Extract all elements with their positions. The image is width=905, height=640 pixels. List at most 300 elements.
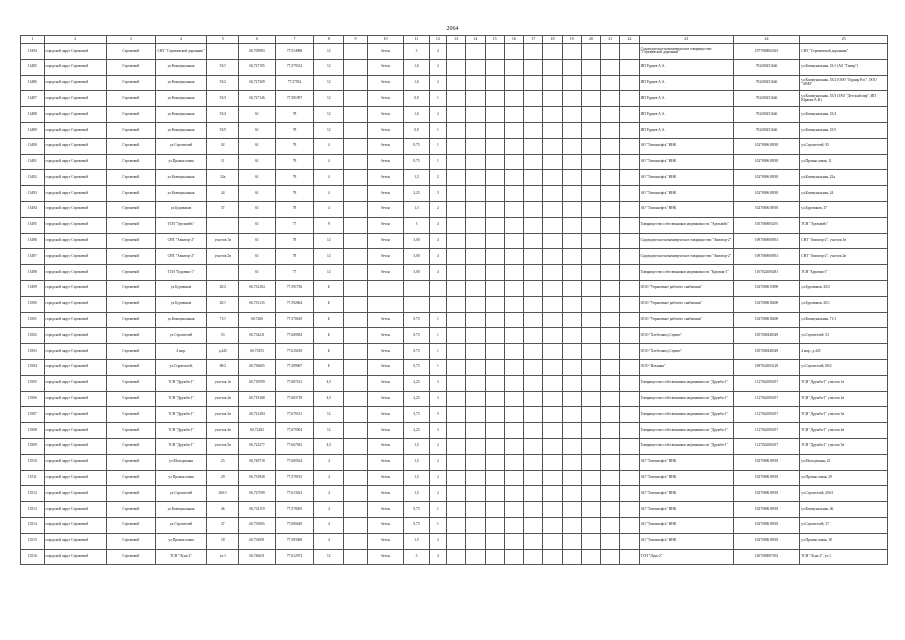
table-row — [21, 280, 888, 296]
ogrn-cell: 1027000618400 — [733, 312, 799, 328]
empty-cell — [466, 312, 485, 328]
owner-cell: ИП Руднев А.А. — [639, 59, 733, 75]
empty-cell — [524, 391, 543, 407]
empty-cell — [543, 154, 562, 170]
empty-cell — [524, 59, 543, 75]
empty-cell — [620, 186, 639, 202]
empty-cell — [620, 470, 639, 486]
empty-cell — [562, 186, 581, 202]
ogrn-cell: 1057000083291 — [733, 217, 799, 233]
house-cell: д.445 — [207, 344, 239, 360]
source-cell: ТСН "Дружба-1" участок 3в — [800, 407, 888, 423]
house-cell: участок 5в — [207, 438, 239, 454]
empty-cell — [524, 296, 543, 312]
empty-cell — [524, 438, 543, 454]
ogrn-cell: 1027000618918 — [733, 170, 799, 186]
coverage-cell: 12 — [314, 44, 344, 60]
empty-cell — [581, 312, 600, 328]
source-cell: ул.Буровиков, 20/2 — [800, 280, 888, 296]
empty-cell — [581, 91, 600, 107]
empty-cell — [562, 486, 581, 502]
empty-cell — [446, 359, 465, 375]
empty-cell — [504, 375, 523, 391]
empty-cell — [485, 407, 504, 423]
house-cell: 37 — [207, 201, 239, 217]
owner-cell: ИП Руднев А.А. — [639, 107, 733, 123]
coverage-cell: 4 — [314, 170, 344, 186]
empty-cell — [485, 59, 504, 75]
latitude-cell: 61 — [239, 107, 275, 123]
house-cell: 11 — [207, 154, 239, 170]
empty-cell — [524, 186, 543, 202]
page-number: 2064 — [446, 26, 459, 32]
street-cell: 4 мкр. — [155, 344, 206, 360]
empty-cell — [504, 186, 523, 202]
municipality-cell: городской округ Стрежевой — [44, 59, 106, 75]
empty-cell — [543, 217, 562, 233]
record-id-cell: 13510 — [21, 454, 45, 470]
column-header: 18 — [543, 36, 562, 44]
empty-cell — [485, 154, 504, 170]
empty-cell — [601, 107, 620, 123]
container-count-cell: 3 — [429, 186, 446, 202]
surface-cell: бетон — [367, 470, 403, 486]
latitude-cell: 60,727309 — [239, 75, 275, 91]
record-id-cell: 13491 — [21, 154, 45, 170]
empty-cell — [581, 296, 600, 312]
container-count-cell: 3 — [429, 391, 446, 407]
empty-cell — [466, 454, 485, 470]
empty-cell — [581, 533, 600, 549]
empty-cell — [543, 91, 562, 107]
empty-cell — [485, 249, 504, 265]
empty-cell — [485, 217, 504, 233]
empty-cell — [524, 75, 543, 91]
empty-cell — [446, 344, 465, 360]
municipality-cell: городской округ Стрежевой — [44, 533, 106, 549]
municipality-cell: городской округ Стрежевой — [44, 154, 106, 170]
empty-cell — [543, 265, 562, 281]
municipality-cell: городской округ Стрежевой — [44, 549, 106, 565]
container-count-cell — [429, 296, 446, 312]
area-cell — [344, 502, 368, 518]
house-cell: 53/5 — [207, 122, 239, 138]
record-id-cell: 13493 — [21, 186, 45, 202]
street-cell: ул.Молодежная — [155, 454, 206, 470]
latitude-cell: 61 — [239, 249, 275, 265]
source-cell: ул.Строителей, 68/2 — [800, 359, 888, 375]
empty-cell — [524, 154, 543, 170]
volume-cell: 3,00 — [404, 249, 430, 265]
container-count-cell: 4 — [429, 44, 446, 60]
latitude-cell: 61 — [239, 186, 275, 202]
empty-cell — [543, 107, 562, 123]
house-cell: 53 — [207, 328, 239, 344]
longitude-cell: 78 — [275, 154, 314, 170]
record-id-cell: 13507 — [21, 407, 45, 423]
empty-cell — [466, 328, 485, 344]
table-row — [21, 407, 888, 423]
empty-cell — [601, 91, 620, 107]
empty-cell — [581, 59, 600, 75]
ogrn-cell: 1027000618918 — [733, 138, 799, 154]
record-id-cell: 13496 — [21, 233, 45, 249]
empty-cell — [485, 391, 504, 407]
area-cell — [344, 265, 368, 281]
owner-cell: АО "Томскнефть" ВНК — [639, 454, 733, 470]
container-count-cell: 4 — [429, 249, 446, 265]
empty-cell — [601, 344, 620, 360]
settlement-cell: Стрежевой — [106, 170, 155, 186]
empty-cell — [485, 533, 504, 549]
empty-cell — [504, 249, 523, 265]
area-cell — [344, 328, 368, 344]
settlement-cell: Стрежевой — [106, 533, 155, 549]
column-header: 22 — [620, 36, 639, 44]
surface-cell: бетон — [367, 438, 403, 454]
empty-cell — [562, 138, 581, 154]
empty-cell — [620, 407, 639, 423]
empty-cell — [543, 280, 562, 296]
owner-cell: АО "Томскнефть" ВНК — [639, 154, 733, 170]
empty-cell — [543, 328, 562, 344]
column-header: 14 — [466, 36, 485, 44]
volume-cell: 0,75 — [404, 138, 430, 154]
empty-cell — [581, 217, 600, 233]
empty-cell — [581, 186, 600, 202]
surface-cell: бетон — [367, 59, 403, 75]
latitude-cell: 60,718168 — [239, 391, 275, 407]
coverage-cell: 12 — [314, 233, 344, 249]
empty-cell — [543, 170, 562, 186]
municipality-cell: городской округ Стрежевой — [44, 217, 106, 233]
empty-cell — [524, 549, 543, 565]
area-cell — [344, 201, 368, 217]
empty-cell — [524, 423, 543, 439]
surface-cell: бетон — [367, 391, 403, 407]
latitude-cell: 60,733928 — [239, 470, 275, 486]
area-cell — [344, 359, 368, 375]
empty-cell — [581, 107, 600, 123]
house-cell: участок 2в — [207, 391, 239, 407]
volume-cell: 0,75 — [404, 328, 430, 344]
empty-cell — [601, 233, 620, 249]
street-cell: СНТ "Стрежевской дорожник" — [155, 44, 206, 60]
record-id-cell: 13506 — [21, 391, 45, 407]
empty-cell — [562, 407, 581, 423]
empty-cell — [543, 201, 562, 217]
area-cell — [344, 438, 368, 454]
surface-cell: бетон — [367, 122, 403, 138]
empty-cell — [524, 280, 543, 296]
empty-cell — [620, 138, 639, 154]
source-cell: ул.Коммунальная, 53/2 (ООО "Бурнар Рос", ООО "АВМ" — [800, 75, 888, 91]
area-cell — [344, 296, 368, 312]
volume-cell: 2,25 — [404, 375, 430, 391]
empty-cell — [562, 265, 581, 281]
ogrn-cell: 1027000618918 — [733, 486, 799, 502]
settlement-cell: Стрежевой — [106, 438, 155, 454]
column-header: 7 — [275, 36, 314, 44]
empty-cell — [446, 186, 465, 202]
record-id-cell: 13486 — [21, 75, 45, 91]
empty-cell — [446, 375, 465, 391]
municipality-cell: городской округ Стрежевой — [44, 44, 106, 60]
container-count-cell: 3 — [429, 375, 446, 391]
empty-cell — [543, 375, 562, 391]
empty-cell — [466, 91, 485, 107]
area-cell — [344, 391, 368, 407]
empty-cell — [485, 517, 504, 533]
volume-cell: 3,00 — [404, 265, 430, 281]
longitude-cell: 77,591736 — [275, 280, 314, 296]
empty-cell — [581, 75, 600, 91]
empty-cell — [601, 533, 620, 549]
area-cell — [344, 138, 368, 154]
longitude-cell: 77,600584 — [275, 328, 314, 344]
empty-cell — [466, 154, 485, 170]
ogrn-cell: 1057000448349 — [733, 328, 799, 344]
area-cell — [344, 154, 368, 170]
empty-cell — [562, 280, 581, 296]
surface-cell: бетон — [367, 107, 403, 123]
empty-cell — [581, 549, 600, 565]
empty-cell — [446, 438, 465, 454]
column-header: 21 — [601, 36, 620, 44]
empty-cell — [466, 44, 485, 60]
empty-cell — [543, 533, 562, 549]
empty-cell — [485, 486, 504, 502]
column-header: 9 — [344, 36, 368, 44]
empty-cell — [524, 486, 543, 502]
volume-cell: 3,75 — [404, 407, 430, 423]
municipality-cell: городской округ Стрежевой — [44, 91, 106, 107]
empty-cell — [524, 107, 543, 123]
empty-cell — [562, 423, 581, 439]
volume-cell: 2,25 — [404, 186, 430, 202]
table-row — [21, 75, 888, 91]
settlement-cell: Стрежевой — [106, 470, 155, 486]
source-cell: ул.Буровиков, 20/1 — [800, 296, 888, 312]
empty-cell — [485, 359, 504, 375]
empty-cell — [504, 75, 523, 91]
table-row — [21, 549, 888, 565]
settlement-cell: Стрежевой — [106, 107, 155, 123]
empty-cell — [543, 233, 562, 249]
source-cell: ул.Молодежная, 23 — [800, 454, 888, 470]
empty-cell — [562, 502, 581, 518]
empty-cell — [504, 454, 523, 470]
empty-cell — [581, 359, 600, 375]
area-cell — [344, 423, 368, 439]
latitude-cell: 60,727599 — [239, 486, 275, 502]
longitude-cell: 78 — [275, 249, 314, 265]
municipality-cell: городской округ Стрежевой — [44, 249, 106, 265]
record-id-cell: 13494 — [21, 201, 45, 217]
longitude-cell: 77,57932 — [275, 75, 314, 91]
empty-cell — [562, 154, 581, 170]
column-header: 1 — [21, 36, 45, 44]
house-cell: 22а — [207, 170, 239, 186]
area-cell — [344, 107, 368, 123]
house-cell: участок 1в — [207, 375, 239, 391]
coverage-cell: 4 — [314, 502, 344, 518]
record-id-cell: 13503 — [21, 344, 45, 360]
owner-cell: ИП Руднев А.А. — [639, 122, 733, 138]
street-cell: ул.Строителей — [155, 328, 206, 344]
latitude-cell: 61 — [239, 233, 275, 249]
empty-cell — [601, 186, 620, 202]
ogrn-cell: 1127022000237 — [733, 407, 799, 423]
owner-cell: Садоводческое некоммерческое товарищество "Авиатор-2" — [639, 233, 733, 249]
empty-cell — [581, 154, 600, 170]
coverage-cell: Б — [314, 344, 344, 360]
owner-cell: АО "Томскнефть" ВНК — [639, 533, 733, 549]
record-id-cell: 13504 — [21, 359, 45, 375]
empty-cell — [581, 423, 600, 439]
owner-cell: Товарищество собственников недвижимости "Дружба-1" — [639, 423, 733, 439]
empty-cell — [601, 423, 620, 439]
volume-cell: 1,5 — [404, 470, 430, 486]
area-cell — [344, 75, 368, 91]
record-id-cell: 13488 — [21, 107, 45, 123]
owner-cell: Садоводческое некоммерческое товарищество "Стрежевской дорожник" — [639, 44, 733, 60]
container-count-cell: 1 — [429, 359, 446, 375]
table-row — [21, 517, 888, 533]
empty-cell — [620, 312, 639, 328]
latitude-cell: 61 — [239, 217, 275, 233]
ogrn-cell: 1097022003129 — [733, 359, 799, 375]
empty-cell — [581, 502, 600, 518]
column-header: 3 — [106, 36, 155, 44]
empty-cell — [620, 423, 639, 439]
ogrn-cell: 1027000618918 — [733, 186, 799, 202]
settlement-cell: Стрежевой — [106, 44, 155, 60]
latitude-cell: 61 — [239, 154, 275, 170]
ogrn-cell: 1207000007033 — [733, 549, 799, 565]
empty-cell — [466, 201, 485, 217]
source-cell: 4 мкр., д.445 — [800, 344, 888, 360]
empty-cell — [466, 233, 485, 249]
empty-cell — [543, 44, 562, 60]
source-cell: ул.Коммунальная, 71/1 — [800, 312, 888, 328]
empty-cell — [620, 533, 639, 549]
empty-cell — [562, 391, 581, 407]
longitude-cell: 78 — [275, 233, 314, 249]
longitude-cell: 77 — [275, 217, 314, 233]
empty-cell — [446, 44, 465, 60]
empty-cell — [562, 170, 581, 186]
empty-cell — [601, 359, 620, 375]
empty-cell — [601, 280, 620, 296]
latitude-cell: 60,749718 — [239, 454, 275, 470]
owner-cell: ТСН "Луна-2" — [639, 549, 733, 565]
volume-cell: 1,5 — [404, 454, 430, 470]
settlement-cell: Стрежевой — [106, 375, 155, 391]
empty-cell — [504, 170, 523, 186]
longitude-cell: 77,600524 — [275, 454, 314, 470]
latitude-cell: 60,734091 — [239, 533, 275, 549]
container-count-cell: 2 — [429, 454, 446, 470]
empty-cell — [446, 454, 465, 470]
source-cell: ул.Промысловая, 18 — [800, 533, 888, 549]
ogrn-cell: 1127022000237 — [733, 438, 799, 454]
settlement-cell: Стрежевой — [106, 486, 155, 502]
ogrn-cell: 1107022000281 — [733, 265, 799, 281]
street-cell: ул.Строителей — [155, 486, 206, 502]
settlement-cell: Стрежевой — [106, 312, 155, 328]
latitude-cell: 61 — [239, 201, 275, 217]
empty-cell — [524, 312, 543, 328]
ogrn-cell: 1027000618400 — [733, 296, 799, 312]
empty-cell — [562, 217, 581, 233]
column-header: 19 — [562, 36, 581, 44]
latitude-cell: 60,721284 — [239, 407, 275, 423]
empty-cell — [524, 170, 543, 186]
street-cell: ул.Коммунальная — [155, 59, 206, 75]
empty-cell — [524, 407, 543, 423]
empty-cell — [620, 201, 639, 217]
empty-cell — [601, 201, 620, 217]
street-cell: ул.Строителей — [155, 138, 206, 154]
house-cell — [207, 265, 239, 281]
column-header: 16 — [504, 36, 523, 44]
record-id-cell: 13500 — [21, 296, 45, 312]
empty-cell — [543, 359, 562, 375]
settlement-cell: Стрежевой — [106, 201, 155, 217]
empty-cell — [620, 296, 639, 312]
volume-cell: 3 — [404, 549, 430, 565]
source-cell: ТСН "Дружба-1" участок 1в — [800, 375, 888, 391]
table-row — [21, 423, 888, 439]
empty-cell — [466, 59, 485, 75]
empty-cell — [562, 470, 581, 486]
settlement-cell: Стрежевой — [106, 265, 155, 281]
empty-cell — [601, 407, 620, 423]
longitude-cell: 77,514968 — [275, 44, 314, 60]
table-row — [21, 170, 888, 186]
empty-cell — [620, 44, 639, 60]
volume-cell — [404, 280, 430, 296]
empty-cell — [446, 107, 465, 123]
empty-cell — [524, 454, 543, 470]
coverage-cell: 12 — [314, 407, 344, 423]
empty-cell — [543, 502, 562, 518]
settlement-cell: Стрежевой — [106, 454, 155, 470]
container-count-cell: 4 — [429, 233, 446, 249]
street-cell: ул.Промысловая — [155, 533, 206, 549]
area-cell — [344, 249, 368, 265]
source-cell: ул.Строителей, 37 — [800, 517, 888, 533]
municipality-cell: городской округ Стрежевой — [44, 391, 106, 407]
surface-cell: бетон — [367, 186, 403, 202]
container-count-cell: 3 — [429, 423, 446, 439]
volume-cell: 0,75 — [404, 312, 430, 328]
volume-cell: 1,6 — [404, 75, 430, 91]
empty-cell — [446, 265, 465, 281]
volume-cell: 1,5 — [404, 201, 430, 217]
longitude-cell: 77,683718 — [275, 391, 314, 407]
empty-cell — [562, 312, 581, 328]
container-count-cell: 4 — [429, 265, 446, 281]
ogrn-cell: 702200251646 — [733, 122, 799, 138]
coverage-cell: 12 — [314, 265, 344, 281]
empty-cell — [485, 454, 504, 470]
longitude-cell: 78 — [275, 122, 314, 138]
container-count-cell: 1 — [429, 502, 446, 518]
empty-cell — [446, 502, 465, 518]
street-cell: ул.Буровиков — [155, 201, 206, 217]
